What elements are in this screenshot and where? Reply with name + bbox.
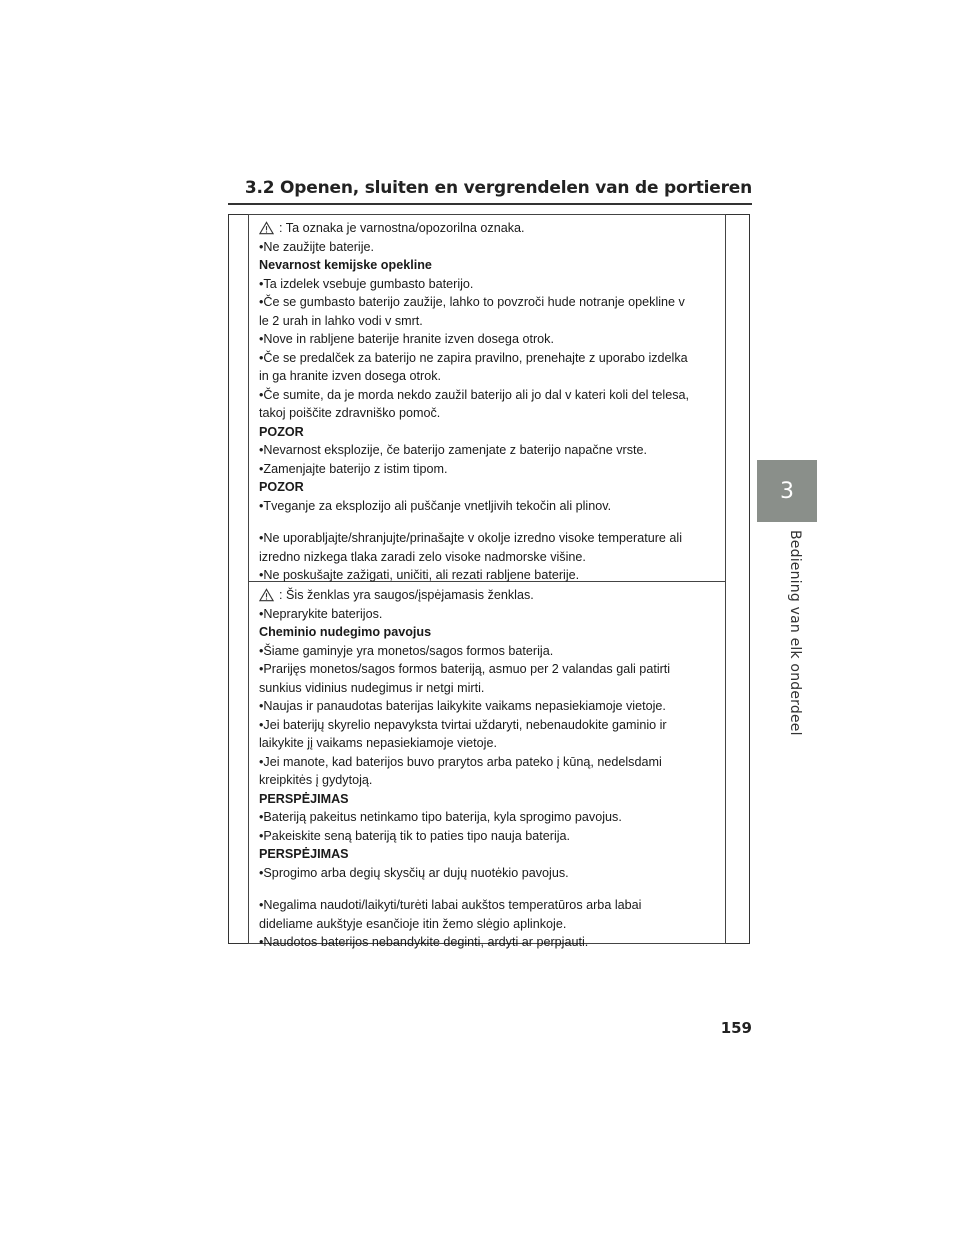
warning-label-text: : Ta oznaka je varnostna/opozorilna oznaka. [279, 221, 525, 235]
warning-text-line: •Sprogimo arba degių skysčių ar dujų nuotėkio pavojus. [259, 865, 569, 880]
warning-text-line: in ga hranite izven dosega otrok. [259, 369, 442, 383]
warning-text-lines [259, 238, 717, 585]
warning-text-line: •Jei baterijų skyrelio nepavyksta tvirtai uždaryti, nebenaudokite gaminio ir [259, 717, 667, 732]
warning-heading: POZOR [259, 424, 304, 439]
warning-text-line: •Ta izdelek vsebuje gumbasto baterijo. [259, 276, 474, 291]
warning-text-line: •Jei manote, kad baterijos buvo prarytos arba pateko į kūną, nedelsdami [259, 754, 662, 769]
warning-label-row [259, 219, 717, 238]
page-number: 159 [720, 1019, 752, 1037]
warning-text-line: •Nevarnost eksplozije, če baterijo zamenjate z baterijo napačne vrste. [259, 443, 648, 457]
warning-heading: Nevarnost kemijske opekline [259, 258, 432, 272]
warning-text-line: •Bateriją pakeitus netinkamo tipo baterija, kyla sprogimo pavojus. [259, 810, 622, 824]
warning-text-line: •Ne zaužijte baterije. [259, 239, 375, 254]
warning-triangle-icon [259, 221, 274, 235]
warning-text-line: •Ne uporabljajte/shranjujte/prinašajte v okolje izredno visoke temperature ali [259, 531, 683, 545]
warning-text-line: •Neprarykite baterijos. [259, 606, 383, 621]
warning-text-line: le 2 urah in lahko vodi v smrt. [259, 313, 423, 328]
warning-label-row [259, 586, 717, 605]
warning-text-line: •Negalima naudoti/laikyti/turėti labai aukštos temperatūros arba labai [259, 898, 642, 912]
warning-text-line: •Ne poskušajte zažigati, uničiti, ali rezati rabljene baterije. [259, 568, 580, 582]
warning-text-line: •Šiame gaminyje yra monetos/sagos formos baterija. [259, 643, 554, 658]
header-rule [228, 203, 752, 205]
warning-heading: POZOR [259, 480, 304, 494]
warning-triangle-icon [259, 588, 274, 602]
warning-text-line: •Če se predalček za baterijo ne zapira pravilno, prenehajte z uporabo izdelka [259, 350, 688, 365]
warning-heading: PERSPĖJIMAS [259, 847, 349, 861]
warning-text-line: dideliame aukštyje esančioje itin žemo slėgio aplinkoje. [259, 916, 567, 931]
warning-text-line: •Nove in rabljene baterije hranite izven dosega otrok. [259, 332, 554, 346]
warning-text-line: •Naujas ir panaudotas baterijas laikykite vaikams nepasiekiamoje vietoje. [259, 699, 666, 713]
warning-text-line: •Tveganje za eksplozijo ali puščanje vnetljivih tekočin ali plinov. [259, 498, 612, 513]
warning-heading: Cheminio nudegimo pavojus [259, 625, 432, 639]
paragraph-gap [259, 882, 717, 896]
warning-text-line: laikykite jį vaikams nepasiekiamoje vietoje. [259, 736, 497, 750]
paragraph-gap [259, 515, 717, 529]
warning-text-line: izredno nizkega tlaka zaradi zelo visoke nadmorske višine. [259, 549, 586, 564]
warning-text-line: kreipkitės į gydytoją. [259, 773, 373, 787]
warning-text-line: takoj poiščite zdravniško pomoč. [259, 406, 441, 420]
warning-text-line: •Zamenjajte baterijo z istim tipom. [259, 461, 448, 476]
warning-section-slovenian [248, 214, 726, 582]
warning-text-line: •Če sumite, da je morda nekdo zaužil baterijo ali jo dal v kateri koli del telesa, [259, 387, 690, 402]
section-header-title: 3.2 Openen, sluiten en vergrendelen van de portieren [244, 178, 752, 198]
warning-label-text: : Šis ženklas yra saugos/įspėjamasis ženklas. [279, 588, 534, 602]
warning-text-line: •Prarijęs monetos/sagos formos bateriją, asmuo per 2 valandas gali patirti [259, 662, 671, 676]
chapter-tab: 3 [757, 460, 817, 522]
chapter-tab-label: Bediening van elk onderdeel [787, 530, 803, 736]
warning-section-lithuanian [248, 582, 726, 949]
warning-text-line: •Če se gumbasto baterijo zaužije, lahko to povzroči hude notranje opekline v [259, 295, 685, 309]
warning-text-line: •Pakeiskite seną bateriją tik to paties tipo nauja baterija. [259, 828, 571, 843]
warning-heading: PERSPĖJIMAS [259, 791, 349, 806]
warning-text-lines [259, 605, 717, 952]
warning-text-line: sunkius vidinius nudegimus ir netgi mirti. [259, 680, 485, 695]
warning-text-line: •Naudotos baterijos nebandykite deginti, ardyti ar perpjauti. [259, 935, 589, 949]
